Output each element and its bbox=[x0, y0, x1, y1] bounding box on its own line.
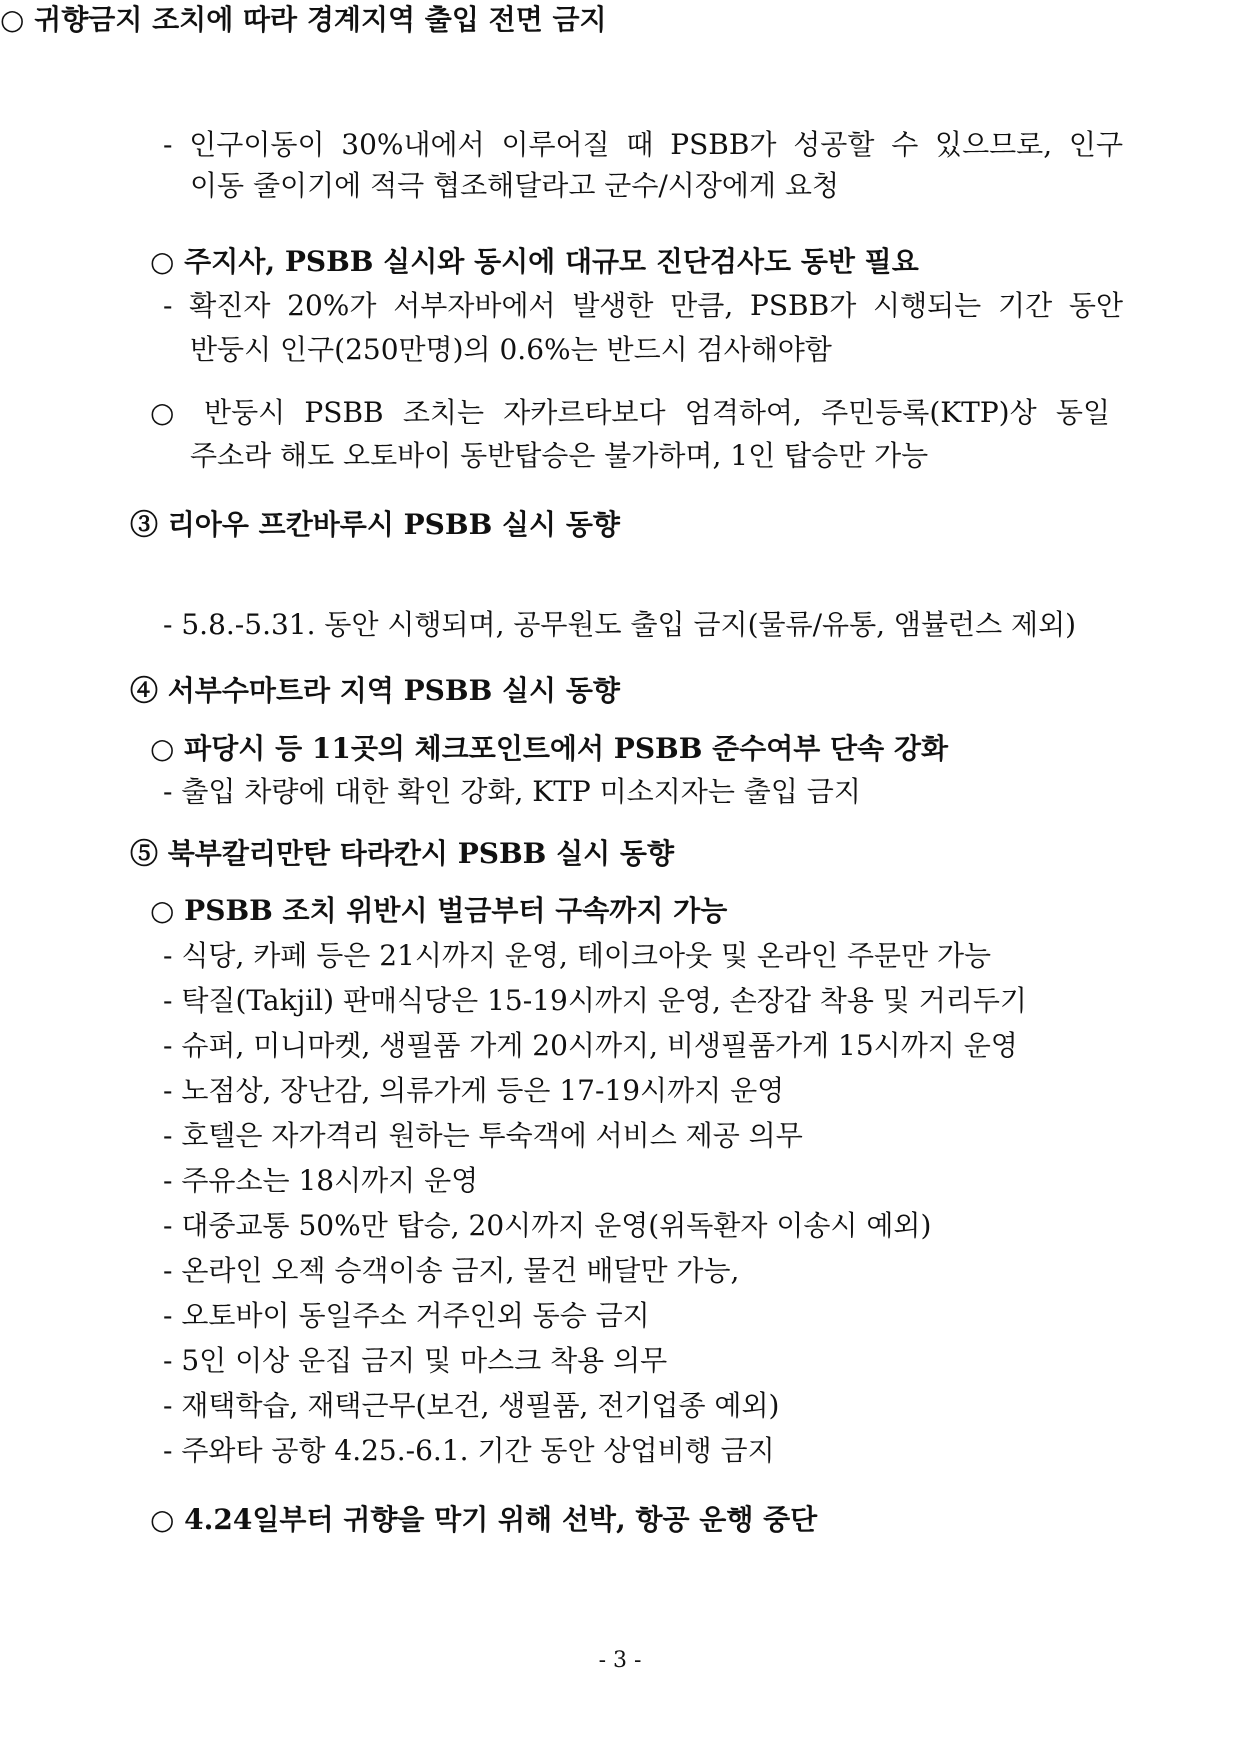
page-number: - 3 - bbox=[598, 1648, 642, 1673]
list-item: - 슈퍼, 미니마켓, 생필품 가게 20시까지, 비생필품가게 15시까지 운영 bbox=[163, 1029, 1018, 1062]
section-heading: ⑤ 북부칼리만탄 타라칸시 PSBB 실시 동향 bbox=[130, 837, 675, 870]
list-item: - 탁질(Takjil) 판매식당은 15-19시까지 운영, 손장갑 착용 및 거리두기 bbox=[163, 984, 1027, 1017]
circle-item: ○ 반둥시 PSBB 조치는 자카르타보다 엄격하여, 주민등록(KTP)상 동일 bbox=[150, 396, 1110, 429]
list-item: - 식당, 카페 등은 21시까지 운영, 테이크아웃 및 온라인 주문만 가능 bbox=[163, 939, 992, 972]
circle-item: ○ 파당시 등 11곳의 체크포인트에서 PSBB 준수여부 단속 강화 bbox=[150, 732, 948, 765]
section-heading: ④ 서부수마트라 지역 PSBB 실시 동향 bbox=[130, 674, 620, 707]
list-item: - 주와타 공항 4.25.-6.1. 기간 동안 상업비행 금지 bbox=[163, 1434, 775, 1467]
dash-item: - 인구이동이 30%내에서 이루어질 때 PSBB가 성공할 수 있으므로, 인구 bbox=[163, 128, 1123, 161]
circle-item: ○ 귀향금지 조치에 따라 경계지역 출입 전면 금지 bbox=[0, 3, 607, 36]
circle-item: ○ PSBB 조치 위반시 벌금부터 구속까지 가능 bbox=[150, 894, 728, 927]
circle-item: ○ 주지사, PSBB 실시와 동시에 대규모 진단검사도 동반 필요 bbox=[150, 245, 919, 278]
list-item: - 재택학습, 재택근무(보건, 생필품, 전기업종 예외) bbox=[163, 1389, 780, 1422]
list-item: - 호텔은 자가격리 원하는 투숙객에 서비스 제공 의무 bbox=[163, 1119, 803, 1152]
circle-item-continuation: 주소라 해도 오토바이 동반탑승은 불가하며, 1인 탑승만 가능 bbox=[190, 439, 929, 472]
dash-item: - 확진자 20%가 서부자바에서 발생한 만큼, PSBB가 시행되는 기간 동안 bbox=[163, 289, 1123, 322]
list-item: - 5인 이상 운집 금지 및 마스크 착용 의무 bbox=[163, 1344, 668, 1377]
dash-item: - 5.8.-5.31. 동안 시행되며, 공무원도 출입 금지(물류/유통, 앰뷸런스 제외) bbox=[163, 608, 1077, 641]
dash-item-continuation: 이동 줄이기에 적극 협조해달라고 군수/시장에게 요청 bbox=[190, 169, 839, 202]
dash-item-continuation: 반둥시 인구(250만명)의 0.6%는 반드시 검사해야함 bbox=[190, 333, 832, 366]
section-heading: ③ 리아우 프칸바루시 PSBB 실시 동향 bbox=[130, 508, 620, 541]
list-item: - 오토바이 동일주소 거주인외 동승 금지 bbox=[163, 1299, 650, 1332]
circle-item: ○ 4.24일부터 귀향을 막기 위해 선박, 항공 운행 중단 bbox=[150, 1503, 818, 1536]
dash-item: - 출입 차량에 대한 확인 강화, KTP 미소지자는 출입 금지 bbox=[163, 775, 861, 808]
list-item: - 노점상, 장난감, 의류가게 등은 17-19시까지 운영 bbox=[163, 1074, 785, 1107]
list-item: - 온라인 오젝 승객이송 금지, 물건 배달만 가능, bbox=[163, 1254, 740, 1287]
list-item: - 대중교통 50%만 탑승, 20시까지 운영(위독환자 이송시 예외) bbox=[163, 1209, 932, 1242]
list-item: - 주유소는 18시까지 운영 bbox=[163, 1164, 479, 1197]
